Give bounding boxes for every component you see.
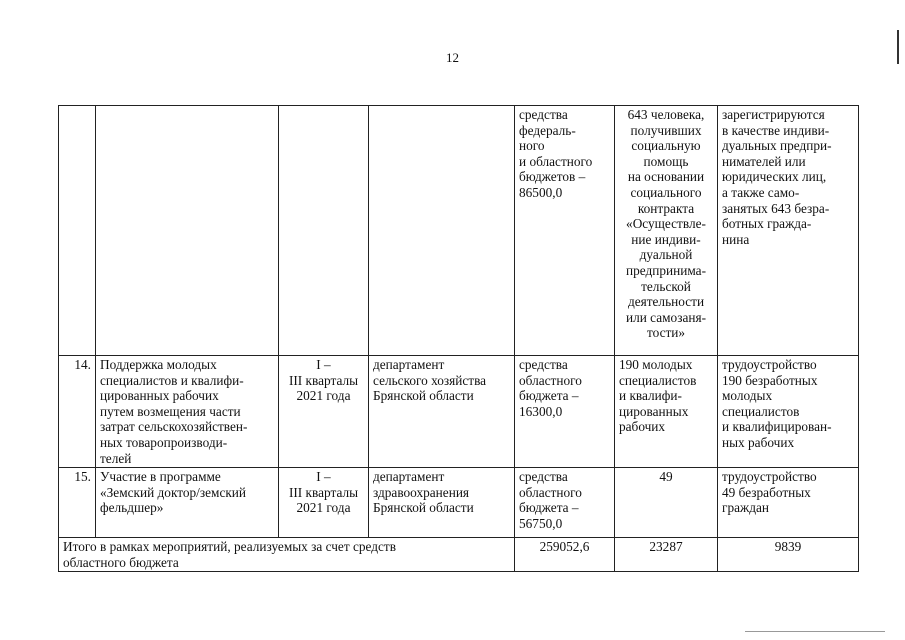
text-line: граждан xyxy=(722,500,769,516)
total-funding: 259052,6 xyxy=(515,538,615,572)
text-line: дуальной xyxy=(639,247,693,263)
text-line: ного xyxy=(519,138,545,154)
text-line: предпринима- xyxy=(625,262,707,278)
text-line: зарегистрируются xyxy=(722,107,825,122)
text-line: ботных гражда- xyxy=(722,216,812,232)
text-line: Брянской области xyxy=(373,500,474,516)
total-participants: 23287 xyxy=(615,538,718,572)
text-line: 56750,0 xyxy=(519,515,563,531)
cell-measure xyxy=(96,106,279,356)
text-line: бюджета – xyxy=(519,500,579,516)
text-line: ние индиви- xyxy=(631,231,701,247)
text-line: департамент xyxy=(373,357,445,372)
text-line: трудоустройство xyxy=(722,357,817,372)
text-line: ных рабочих xyxy=(722,434,795,450)
text-line: юридических лиц, xyxy=(722,169,827,185)
cell-executor xyxy=(369,106,515,356)
total-label xyxy=(59,538,515,572)
text-line: путем возмещения части xyxy=(100,403,241,419)
text-line: и квалифицирован- xyxy=(722,419,832,435)
scan-edge-mark xyxy=(897,30,899,64)
text-line: 2021 года xyxy=(296,388,351,404)
text-line: III кварталы xyxy=(288,372,359,388)
cell-period xyxy=(279,468,369,538)
cell-executor xyxy=(369,356,515,468)
text-line: I – xyxy=(316,469,331,485)
text-line: помощь xyxy=(643,153,689,169)
cell-period xyxy=(279,356,369,468)
text-line: и квалифи- xyxy=(619,388,682,404)
text-line: 190 молодых xyxy=(619,357,693,372)
text-line: областного бюджета xyxy=(63,554,179,570)
text-line: телей xyxy=(100,450,132,466)
text-line: 16300,0 xyxy=(519,403,563,419)
text-line: Итого в рамках мероприятий, реализуемых за счет средств xyxy=(63,539,397,555)
scan-edge-line xyxy=(745,631,885,632)
cell-result xyxy=(718,356,859,468)
page-number: 12 xyxy=(446,50,459,65)
cell-num: 14. xyxy=(59,356,96,468)
text-line: деятельности xyxy=(627,294,705,310)
cell-funding xyxy=(515,106,615,356)
text-line: «Осуществле- xyxy=(626,216,706,232)
text-line: Брянской области xyxy=(373,388,474,404)
table-row-total xyxy=(59,538,859,572)
text-line: получивших xyxy=(630,122,702,138)
cell-result xyxy=(718,106,859,356)
text-line: и областного xyxy=(519,153,593,169)
text-line: бюджетов – xyxy=(519,169,586,185)
table-row-continuation xyxy=(59,106,859,356)
text-line: специалистов и квалифи- xyxy=(100,372,244,388)
text-line: 49 xyxy=(659,469,673,485)
cell-result xyxy=(718,468,859,538)
text-line: или самозаня- xyxy=(625,309,707,325)
text-line: 49 безработных xyxy=(722,484,811,500)
text-line: цированных xyxy=(619,403,689,419)
text-line: рабочих xyxy=(619,419,666,435)
text-line: фельдшер» xyxy=(100,500,164,516)
cell-period xyxy=(279,106,369,356)
total-result: 9839 xyxy=(718,538,859,572)
text-line: сельского хозяйства xyxy=(373,372,487,388)
text-line: нина xyxy=(722,231,750,247)
table-row-15 xyxy=(59,468,859,538)
text-line: департамент xyxy=(373,469,445,485)
text-line: ных товаропроизводи- xyxy=(100,434,228,450)
text-line: на основании xyxy=(627,169,705,185)
cell-num: 15. xyxy=(59,468,96,538)
cell-funding xyxy=(515,356,615,468)
cell-num xyxy=(59,106,96,356)
cell-participants xyxy=(615,468,718,538)
text-line: средства xyxy=(519,357,568,372)
text-line: здравоохранения xyxy=(373,484,470,500)
text-line: Участие в программе xyxy=(100,469,221,485)
text-line: специалистов xyxy=(619,372,697,388)
text-line: тельской xyxy=(641,278,691,294)
text-line: социальную xyxy=(631,138,701,154)
text-line: областного xyxy=(519,484,582,500)
text-line: 2021 года xyxy=(296,500,351,516)
text-line: «Земский доктор/земский xyxy=(100,484,247,500)
text-line: трудоустройство xyxy=(722,469,817,485)
text-line: федераль- xyxy=(519,122,576,138)
cell-measure xyxy=(96,468,279,538)
text-line: средства xyxy=(519,107,568,122)
cell-funding xyxy=(515,468,615,538)
text-line: нимателей или xyxy=(722,153,806,169)
text-line: контракта xyxy=(637,200,695,216)
text-line: 643 человека, xyxy=(627,107,705,122)
cell-participants xyxy=(615,356,718,468)
text-line: социального xyxy=(630,184,702,200)
text-line: III кварталы xyxy=(288,484,359,500)
text-line: 190 безработных xyxy=(722,372,818,388)
text-line: затрат сельскохозяйствен- xyxy=(100,419,248,435)
text-line: 86500,0 xyxy=(519,184,563,200)
text-line: областного xyxy=(519,372,582,388)
text-line: в качестве индиви- xyxy=(722,122,830,138)
text-line: а также само- xyxy=(722,184,800,200)
text-line: I – xyxy=(316,357,331,372)
text-line: средства xyxy=(519,469,568,485)
text-line: специалистов xyxy=(722,403,800,419)
text-line: тости» xyxy=(646,325,686,341)
cell-executor xyxy=(369,468,515,538)
measures-table xyxy=(58,105,859,572)
table-row-14 xyxy=(59,356,859,468)
cell-participants xyxy=(615,106,718,356)
text-line: Поддержка молодых xyxy=(100,357,217,372)
text-line: цированных рабочих xyxy=(100,388,219,404)
text-line: молодых xyxy=(722,388,773,404)
text-line: бюджета – xyxy=(519,388,579,404)
text-line: занятых 643 безра- xyxy=(722,200,830,216)
cell-measure xyxy=(96,356,279,468)
text-line: дуальных предпри- xyxy=(722,138,832,154)
